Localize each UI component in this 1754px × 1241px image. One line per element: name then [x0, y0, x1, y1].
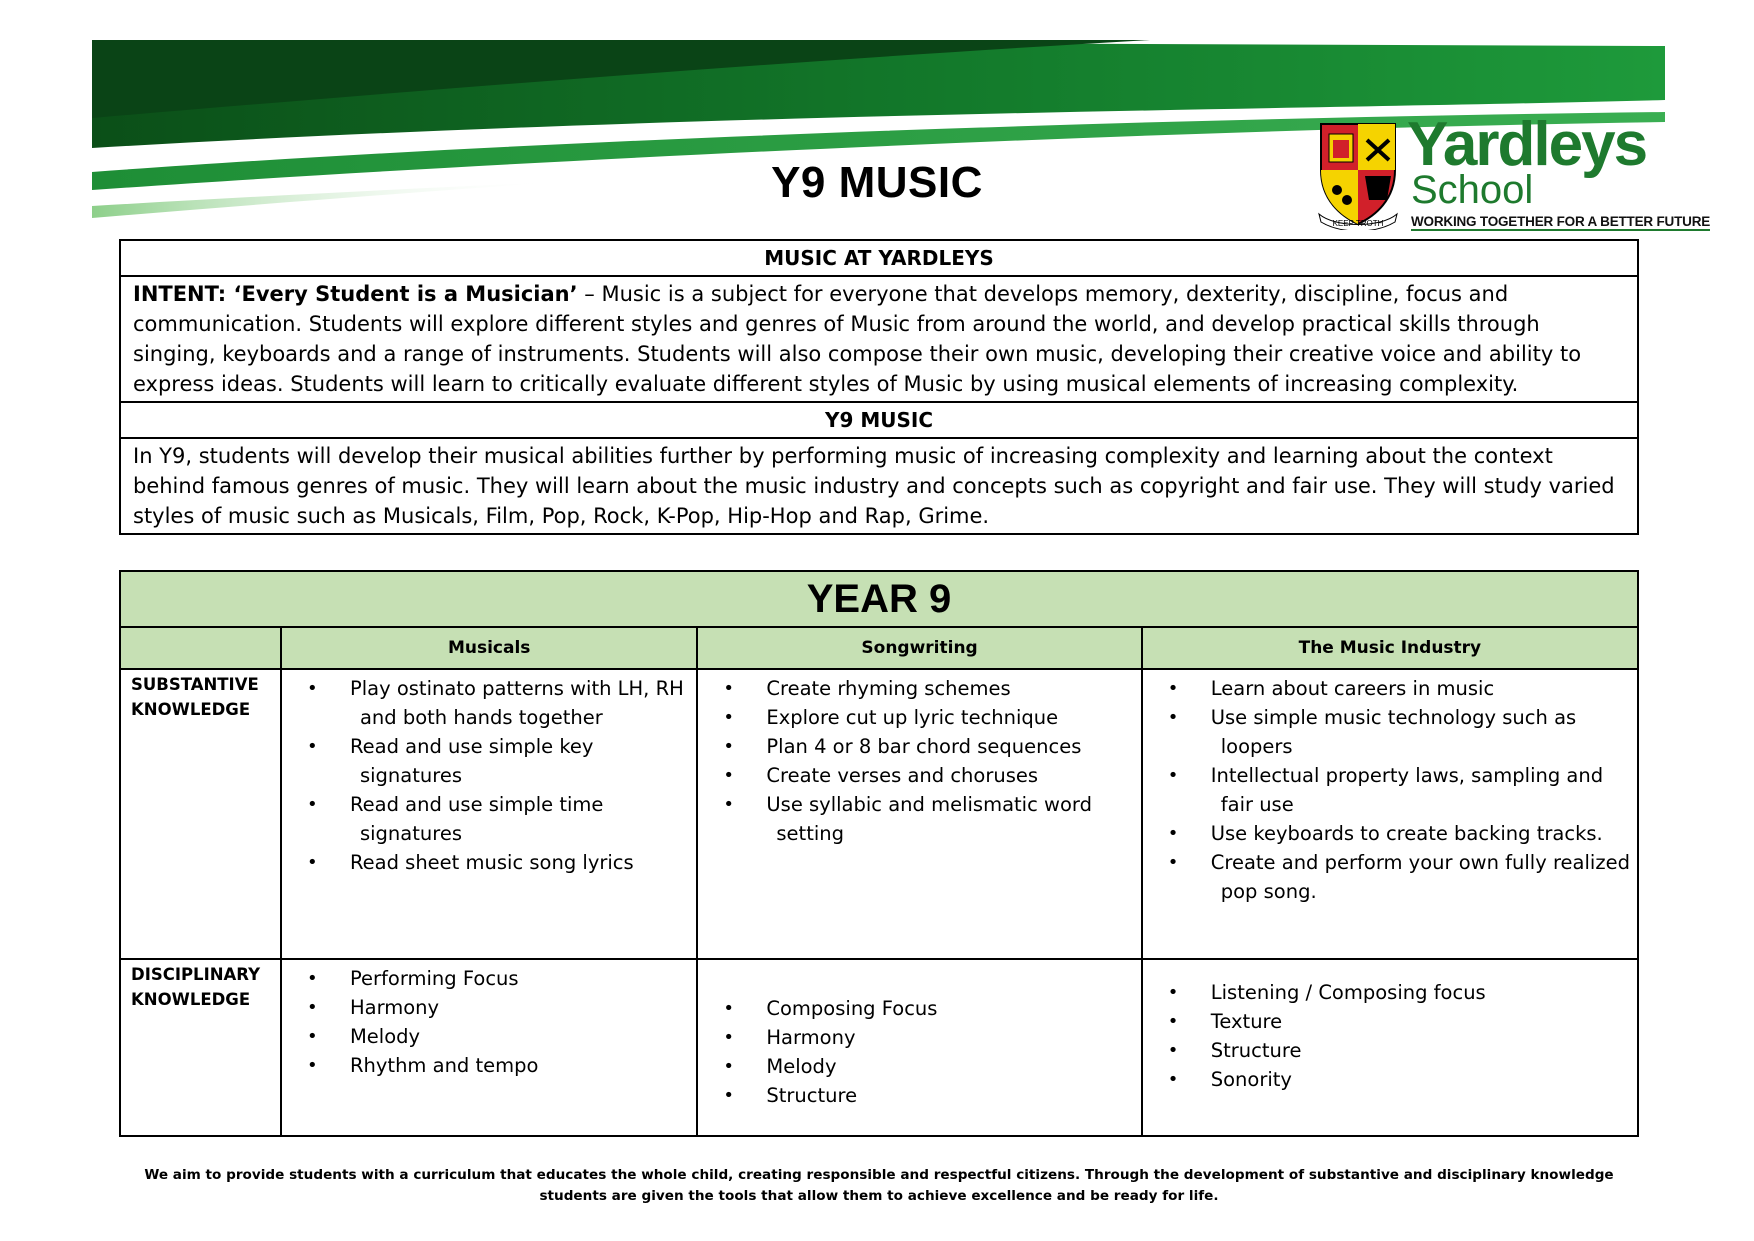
table-cell — [281, 669, 697, 959]
list-item: • Composing Focus — [723, 996, 938, 1020]
list-item: • Create verses and choruses — [723, 764, 1039, 787]
list-item: • Read and use simple time signatures — [306, 793, 604, 845]
row-label: SUBSTANTIVE KNOWLEDGE — [120, 669, 281, 959]
table-cell — [697, 669, 1141, 959]
list-item: • Create rhyming schemes — [723, 677, 1011, 700]
table-cell — [697, 959, 1141, 1136]
school-crest-icon — [1315, 120, 1401, 230]
table-cell — [1142, 669, 1638, 959]
intent-cell — [120, 276, 1638, 402]
intent-label: INTENT: ‘Every Student is a Musician’ — [133, 282, 578, 306]
list-item: • Create and perform your own fully realized pop song. — [1167, 851, 1630, 903]
list-item: • Melody — [306, 1025, 421, 1048]
list-item: • Rhythm and tempo — [306, 1054, 539, 1077]
list-item: • Use keyboards to create backing tracks. — [1167, 822, 1603, 845]
crest-motto: KEEP TROTH — [1332, 219, 1384, 228]
column-header: Songwriting — [697, 627, 1141, 669]
table-cell — [281, 959, 697, 1136]
list-item: • Learn about careers in music — [1167, 677, 1495, 700]
blank-header-cell — [120, 627, 281, 669]
y9-text: In Y9, students will develop their musical abilities further by performing music of increasing complexity and learning about the context behind famous genres of music. They will learn about the music industry and concepts such as copyright and fair use. They will study varied styles of music such as Musicals, Film, Pop, Rock, K-Pop, Hip-Hop and Rap, Grime. — [120, 438, 1638, 534]
list-item: • Harmony — [306, 996, 440, 1019]
list-item: • Play ostinato patterns with LH, RH and both hands together — [306, 677, 684, 729]
intro-table — [119, 239, 1639, 535]
logo-tagline: WORKING TOGETHER FOR A BETTER FUTURE — [1411, 214, 1711, 229]
list-item: • Use simple music technology such as loopers — [1167, 706, 1577, 758]
year-title: YEAR 9 — [120, 571, 1638, 627]
table-cell — [1142, 959, 1638, 1136]
list-item: • Plan 4 or 8 bar chord sequences — [723, 735, 1082, 758]
logo-name: Yardleys — [1407, 110, 1647, 179]
list-item: • Intellectual property laws, sampling and fair use — [1167, 764, 1604, 816]
column-header: The Music Industry — [1142, 627, 1638, 669]
page-title: Y9 MUSIC — [771, 158, 983, 207]
list-item: • Structure — [723, 1083, 858, 1107]
column-header: Musicals — [281, 627, 697, 669]
list-item: • Listening / Composing focus — [1167, 981, 1486, 1004]
list-item: • Sonority — [1167, 1068, 1292, 1091]
y9-heading: Y9 MUSIC — [120, 402, 1638, 438]
list-item: • Read and use simple key signatures — [306, 735, 594, 787]
list-item: • Performing Focus — [306, 967, 519, 990]
row-label: DISCIPLINARY KNOWLEDGE — [120, 959, 281, 1136]
intro-heading: MUSIC AT YARDLEYS — [120, 240, 1638, 276]
list-item: • Harmony — [723, 1025, 856, 1049]
list-item: • Structure — [1167, 1039, 1302, 1062]
list-item: • Read sheet music song lyrics — [306, 851, 634, 874]
intent-text: – Music is a subject for everyone that develops memory, dexterity, discipline, focus and communication. Students will explore different styles and genres of Music from around the world, and develop practical skills through singing, keyboards and a range of instruments. Students will also compose their own music, developing their creative voice and ability to express ideas. Students will learn to critically evaluate different styles of Music by using musical elements of increasing complexity. — [133, 282, 1582, 396]
list-item: • Explore cut up lyric technique — [723, 706, 1059, 729]
list-item: • Texture — [1167, 1010, 1283, 1033]
logo-school: School — [1411, 168, 1534, 212]
footer-statement: We aim to provide students with a curriculum that educates the whole child, creating responsible and respectful citizens. Through the development of substantive and disciplinary knowledge students are given the tools that allow them to achieve excellence and be ready for life. — [144, 1167, 1614, 1204]
list-item: • Melody — [723, 1054, 837, 1078]
school-logo — [1315, 110, 1711, 235]
year-table — [119, 570, 1639, 1137]
list-item: • Use syllabic and melismatic word setting — [723, 793, 1092, 845]
